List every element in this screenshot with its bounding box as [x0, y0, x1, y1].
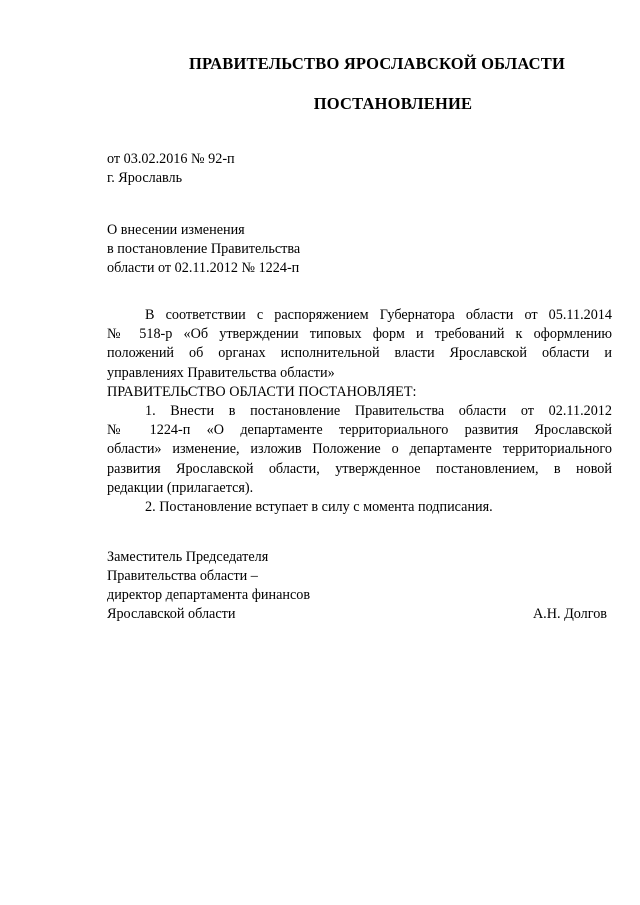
item-1-line-3: области» изменение, изложив Положение о департаменте территориального — [107, 441, 612, 458]
preamble-line-2: № 518-р «Об утверждении типовых форм и требований к оформлению — [107, 326, 612, 343]
subject-line-2: в постановление Правительства — [107, 241, 301, 257]
resolves-statement: ПРАВИТЕЛЬСТВО ОБЛАСТИ ПОСТАНОВЛЯЕТ: — [107, 383, 417, 400]
document-date-number: от 03.02.2016 № 92-п — [107, 151, 235, 167]
document-place: г. Ярославль — [107, 170, 183, 186]
document-body — [107, 306, 612, 517]
subject-line-3: области от 02.11.2012 № 1224-п — [107, 260, 300, 276]
document-type-title: ПОСТАНОВЛЕНИЕ — [313, 94, 473, 113]
item-2-text: 2. Постановление вступает в силу с момента подписания. — [145, 499, 493, 516]
signature-position-line-2: Правительства области – — [107, 568, 258, 584]
preamble-line-1: В соответствии с распоряжением Губернатора области от 05.11.2014 — [145, 307, 612, 323]
signature-position-line-4: Ярославской области — [107, 606, 236, 622]
signature-position-line-1: Заместитель Председателя — [107, 549, 269, 565]
preamble-line-3: положений об органах исполнительной власти Ярославской области и — [107, 345, 612, 362]
document-organization-title: ПРАВИТЕЛЬСТВО ЯРОСЛАВСКОЙ ОБЛАСТИ — [188, 54, 566, 73]
subject-line-1: О внесении изменения — [107, 222, 245, 238]
signature-position-line-3: директор департамента финансов — [107, 587, 311, 603]
preamble-line-4: управлениях Правительства области» — [107, 364, 335, 381]
item-1-line-2: № 1224-п «О департаменте территориального развития Ярославской — [107, 422, 612, 439]
item-1-line-4: развития Ярославской области, утвержденное постановлением, в новой — [107, 460, 612, 477]
item-1-line-5: редакции (прилагается). — [107, 479, 254, 496]
item-1-line-1: 1. Внести в постановление Правительства области от 02.11.2012 — [145, 403, 612, 420]
signatory-name: А.Н. Долгов — [532, 606, 607, 622]
